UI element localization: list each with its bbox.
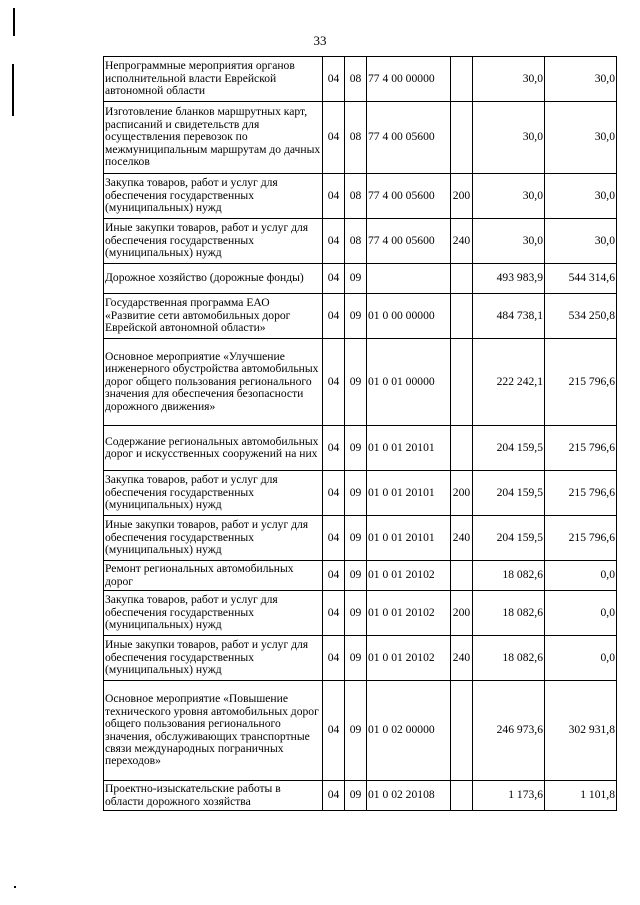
amount-year-1: 18 082,6 [473,591,545,636]
expense-name: Непрограммные мероприятия органов исполнительной власти Еврейской автономной области [104,57,323,102]
scan-edge-mark [12,64,14,116]
expense-name: Основное мероприятие «Улучшение инженерного обустройства автомобильных дорог общего пользования регионального значения для обеспечения безопасности дорожного движения» [104,339,323,426]
amount-year-2: 215 796,6 [545,339,617,426]
target-article-code: 77 4 00 05600 [367,219,451,264]
section-code: 04 [323,591,345,636]
amount-year-2: 0,0 [545,591,617,636]
section-code: 04 [323,294,345,339]
target-article-code: 77 4 00 00000 [367,57,451,102]
scan-edge-mark [13,8,15,36]
expense-type-code [451,681,473,781]
expense-name: Закупка товаров, работ и услуг для обеспечения государственных (муниципальных) нужд [104,471,323,516]
table-row [104,681,617,781]
amount-year-2: 30,0 [545,219,617,264]
amount-year-1: 204 159,5 [473,426,545,471]
section-code: 04 [323,57,345,102]
section-code: 04 [323,471,345,516]
subsection-code: 08 [345,102,367,174]
target-article-code [367,264,451,294]
amount-year-2: 30,0 [545,174,617,219]
subsection-code: 09 [345,781,367,811]
target-article-code: 01 0 02 20108 [367,781,451,811]
subsection-code: 09 [345,339,367,426]
amount-year-2: 544 314,6 [545,264,617,294]
expense-type-code: 200 [451,174,473,219]
subsection-code: 08 [345,219,367,264]
section-code: 04 [323,426,345,471]
table-row [104,426,617,471]
target-article-code: 01 0 01 20101 [367,516,451,561]
amount-year-1: 30,0 [473,174,545,219]
amount-year-1: 30,0 [473,57,545,102]
section-code: 04 [323,681,345,781]
expense-name: Дорожное хозяйство (дорожные фонды) [104,264,323,294]
section-code: 04 [323,219,345,264]
amount-year-1: 1 173,6 [473,781,545,811]
subsection-code: 09 [345,591,367,636]
scan-edge-mark [14,886,16,888]
amount-year-2: 0,0 [545,636,617,681]
amount-year-1: 204 159,5 [473,471,545,516]
amount-year-2: 1 101,8 [545,781,617,811]
expense-type-code [451,781,473,811]
expense-name: Государственная программа ЕАО «Развитие сети автомобильных дорог Еврейской автономной области» [104,294,323,339]
table-row [104,591,617,636]
expense-name: Содержание региональных автомобильных дорог и искусственных сооружений на них [104,426,323,471]
expense-type-code [451,57,473,102]
expense-name: Основное мероприятие «Повышение технического уровня автомобильных дорог общего пользования регионального значения, обслуживающих транспортные связи международных пограничных переходов» [104,681,323,781]
amount-year-1: 222 242,1 [473,339,545,426]
amount-year-2: 0,0 [545,561,617,591]
amount-year-2: 302 931,8 [545,681,617,781]
amount-year-2: 30,0 [545,57,617,102]
subsection-code: 09 [345,561,367,591]
subsection-code: 09 [345,264,367,294]
table-row [104,561,617,591]
section-code: 04 [323,102,345,174]
expense-type-code: 200 [451,471,473,516]
expense-type-code [451,264,473,294]
target-article-code: 01 0 01 20102 [367,561,451,591]
expense-type-code: 240 [451,219,473,264]
table-row [104,219,617,264]
amount-year-1: 484 738,1 [473,294,545,339]
subsection-code: 09 [345,516,367,561]
amount-year-1: 30,0 [473,102,545,174]
expense-name: Иные закупки товаров, работ и услуг для обеспечения государственных (муниципальных) нужд [104,636,323,681]
expense-type-code [451,339,473,426]
section-code: 04 [323,561,345,591]
amount-year-2: 215 796,6 [545,516,617,561]
expense-name: Ремонт региональных автомобильных дорог [104,561,323,591]
table-row [104,102,617,174]
target-article-code: 01 0 00 00000 [367,294,451,339]
budget-table [103,56,617,811]
amount-year-2: 215 796,6 [545,471,617,516]
amount-year-1: 246 973,6 [473,681,545,781]
expense-type-code [451,294,473,339]
subsection-code: 09 [345,681,367,781]
section-code: 04 [323,264,345,294]
expense-name: Проектно-изыскательские работы в области дорожного хозяйства [104,781,323,811]
page-number: 33 [313,33,327,48]
expense-type-code [451,102,473,174]
subsection-code: 09 [345,426,367,471]
expense-name: Закупка товаров, работ и услуг для обеспечения государственных (муниципальных) нужд [104,174,323,219]
target-article-code: 01 0 01 20102 [367,591,451,636]
expense-type-code: 240 [451,516,473,561]
section-code: 04 [323,516,345,561]
section-code: 04 [323,174,345,219]
expense-type-code: 240 [451,636,473,681]
expense-type-code: 200 [451,591,473,636]
amount-year-1: 18 082,6 [473,561,545,591]
amount-year-2: 534 250,8 [545,294,617,339]
expense-name: Иные закупки товаров, работ и услуг для обеспечения государственных (муниципальных) нужд [104,219,323,264]
table-row [104,516,617,561]
subsection-code: 08 [345,57,367,102]
table-row [104,174,617,219]
target-article-code: 01 0 01 00000 [367,339,451,426]
section-code: 04 [323,636,345,681]
target-article-code: 01 0 02 00000 [367,681,451,781]
amount-year-2: 30,0 [545,102,617,174]
table-row [104,471,617,516]
table-row [104,339,617,426]
table-row [104,636,617,681]
target-article-code: 01 0 01 20101 [367,426,451,471]
subsection-code: 09 [345,471,367,516]
table-row [104,264,617,294]
amount-year-1: 204 159,5 [473,516,545,561]
amount-year-1: 493 983,9 [473,264,545,294]
subsection-code: 08 [345,174,367,219]
target-article-code: 77 4 00 05600 [367,174,451,219]
expense-name: Закупка товаров, работ и услуг для обеспечения государственных (муниципальных) нужд [104,591,323,636]
section-code: 04 [323,781,345,811]
target-article-code: 01 0 01 20101 [367,471,451,516]
expense-type-code [451,426,473,471]
budget-table-body [104,57,617,811]
target-article-code: 77 4 00 05600 [367,102,451,174]
expense-name: Иные закупки товаров, работ и услуг для обеспечения государственных (муниципальных) нужд [104,516,323,561]
amount-year-2: 215 796,6 [545,426,617,471]
table-row [104,57,617,102]
table-row [104,781,617,811]
section-code: 04 [323,339,345,426]
target-article-code: 01 0 01 20102 [367,636,451,681]
subsection-code: 09 [345,636,367,681]
expense-type-code [451,561,473,591]
subsection-code: 09 [345,294,367,339]
amount-year-1: 18 082,6 [473,636,545,681]
amount-year-1: 30,0 [473,219,545,264]
expense-name: Изготовление бланков маршрутных карт, расписаний и свидетельств для осуществления перевозок по межмуниципальным маршрутам до дачных поселков [104,102,323,174]
table-row [104,294,617,339]
